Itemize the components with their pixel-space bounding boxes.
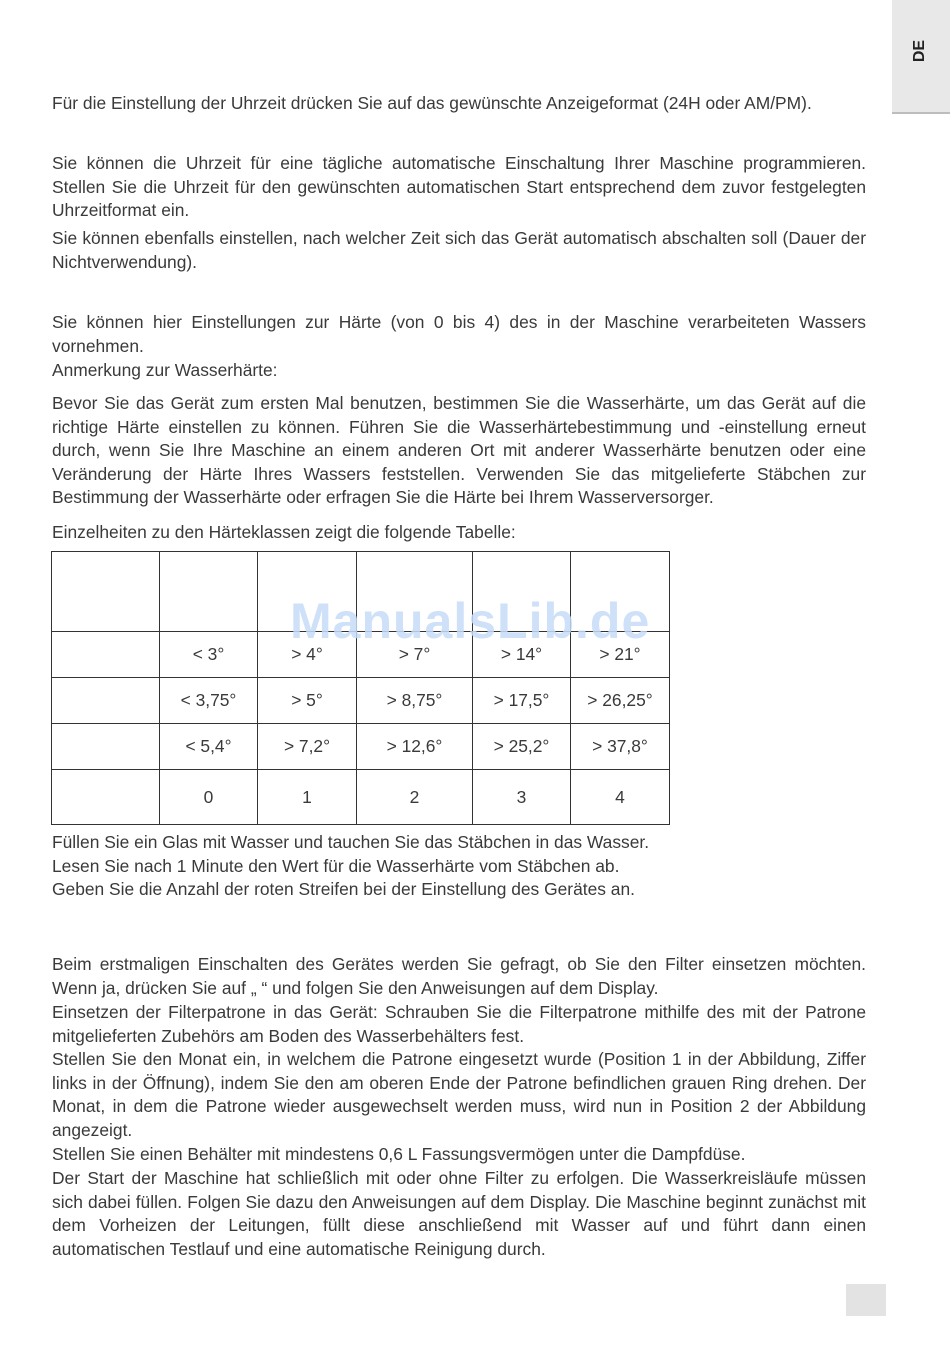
step-line: Lesen Sie nach 1 Minute den Wert für die Wasserhärte vom Stäbchen ab. <box>52 855 620 876</box>
step-line: Geben Sie die Anzahl der roten Streifen bei der Einstellung des Gerätes an. <box>52 879 635 900</box>
table-cell <box>258 552 357 632</box>
table-cell: 1 <box>258 770 357 825</box>
table-cell <box>571 552 670 632</box>
steps-block <box>52 831 866 902</box>
step-line: Füllen Sie ein Glas mit Wasser und tauchen Sie das Stäbchen in das Wasser. <box>52 832 650 852</box>
table-cell: > 12,6° <box>357 724 473 770</box>
table-cell <box>473 552 571 632</box>
table-cell: > 7,2° <box>258 724 357 770</box>
paragraph-table-intro: Einzelheiten zu den Härteklassen zeigt die folgende Tabelle: <box>52 522 516 542</box>
table-cell: < 3° <box>160 632 258 678</box>
table-cell: > 21° <box>571 632 670 678</box>
paragraph-time-format: Für die Einstellung der Uhrzeit drücken Sie auf das gewünschte Anzeigeformat (24H oder AM/PM). <box>52 93 812 113</box>
paragraph-autostart: Sie können die Uhrzeit für eine tägliche automatische Einschaltung Ihrer Maschine programmieren. Stellen Sie die Uhrzeit für den gewünschten automatischen Start entsprechend dem zuvor festgelegten Uhrzeitformat ein. <box>52 153 866 221</box>
table-cell <box>52 770 160 825</box>
paragraph-month: Stellen Sie den Monat ein, in welchem die Patrone eingesetzt wurde (Position 1 in der Abbildung, Ziffer links in der Öffnung), indem Sie den am oberen Ende der Patrone befindlichen grauen Ring drehen. Der Monat, in dem die Patrone wieder ausgewechselt werden muss, wird nun in Position 2 der Abbildung angezeigt. <box>52 1049 866 1140</box>
table-cell: > 7° <box>357 632 473 678</box>
table-cell <box>52 724 160 770</box>
paragraph-filter-insert: Einsetzen der Filterpatrone in das Gerät: Schrauben Sie die Filterpatrone mithilfe des mit der Patrone mitgelieferten Zubehörs am Boden des Wasserbehälters fest. <box>52 1002 866 1046</box>
table-cell: > 5° <box>258 678 357 724</box>
page-number-box <box>846 1284 886 1316</box>
table-cell: > 17,5° <box>473 678 571 724</box>
table-row <box>52 632 670 678</box>
table-row <box>52 770 670 825</box>
watermark: ManualsLib.de <box>290 593 651 649</box>
table-row <box>52 724 670 770</box>
table-cell: < 5,4° <box>160 724 258 770</box>
table-cell <box>52 678 160 724</box>
table-cell <box>52 632 160 678</box>
language-label: DE <box>911 39 929 63</box>
table-cell: > 8,75° <box>357 678 473 724</box>
table-header-row <box>52 552 670 632</box>
table-cell <box>357 552 473 632</box>
paragraph-autooff: Sie können ebenfalls einstellen, nach welcher Zeit sich das Gerät automatisch abschalten soll (Dauer der Nichtverwendung). <box>52 228 866 272</box>
table-row <box>52 678 670 724</box>
table-cell: > 26,25° <box>571 678 670 724</box>
table-cell <box>52 552 160 632</box>
table-cell: 0 <box>160 770 258 825</box>
hardness-table <box>51 551 670 825</box>
language-tab <box>892 0 950 114</box>
table-cell: < 3,75° <box>160 678 258 724</box>
table-cell: 2 <box>357 770 473 825</box>
paragraph-hardness-intro: Sie können hier Einstellungen zur Härte (von 0 bis 4) des in der Maschine verarbeiteten Wassers vornehmen. <box>52 312 866 356</box>
paragraph-filter: Beim erstmaligen Einschalten des Gerätes werden Sie gefragt, ob Sie den Filter einsetzen möchten. Wenn ja, drücken Sie auf „ “ und folgen Sie den Anweisungen auf dem Display. <box>52 954 866 998</box>
table-cell: > 4° <box>258 632 357 678</box>
table-cell: > 37,8° <box>571 724 670 770</box>
paragraph-start: Der Start der Maschine hat schließlich mit oder ohne Filter zu erfolgen. Die Wasserkreisläufe müssen sich dabei füllen. Folgen Sie dazu den Anweisungen auf dem Display. Die Maschine beginnt zunächst mit dem Vorheizen der Leitungen, füllt diese anschließend mit Wasser auf und führt dann einen automatischen Testlauf und eine automatische Reinigung durch. <box>52 1168 866 1259</box>
table-cell: > 25,2° <box>473 724 571 770</box>
paragraph-hardness-note: Anmerkung zur Wasserhärte: <box>52 360 278 380</box>
table-cell: 3 <box>473 770 571 825</box>
paragraph-hardness-detail: Bevor Sie das Gerät zum ersten Mal benutzen, bestimmen Sie die Wasserhärte, um das Gerät auf die richtige Härte einstellen zu können. Führen Sie die Wasserhärtebestimmung und -einstellung erneut durch, wenn Sie Ihre Maschine an einem anderen Ort mit anderer Wasserhärte benutzen oder eine Veränderung der Härte Ihres Wassers feststellen. Verwenden Sie das mitgelieferte Stäbchen zur Bestimmung der Wasserhärte oder erfragen Sie die Härte bei Ihrem Wasserversorger. <box>52 393 866 508</box>
table-cell: > 14° <box>473 632 571 678</box>
table-cell: 4 <box>571 770 670 825</box>
table-cell <box>160 552 258 632</box>
paragraph-container: Stellen Sie einen Behälter mit mindestens 0,6 L Fassungsvermögen unter die Dampfdüse. <box>52 1144 746 1164</box>
